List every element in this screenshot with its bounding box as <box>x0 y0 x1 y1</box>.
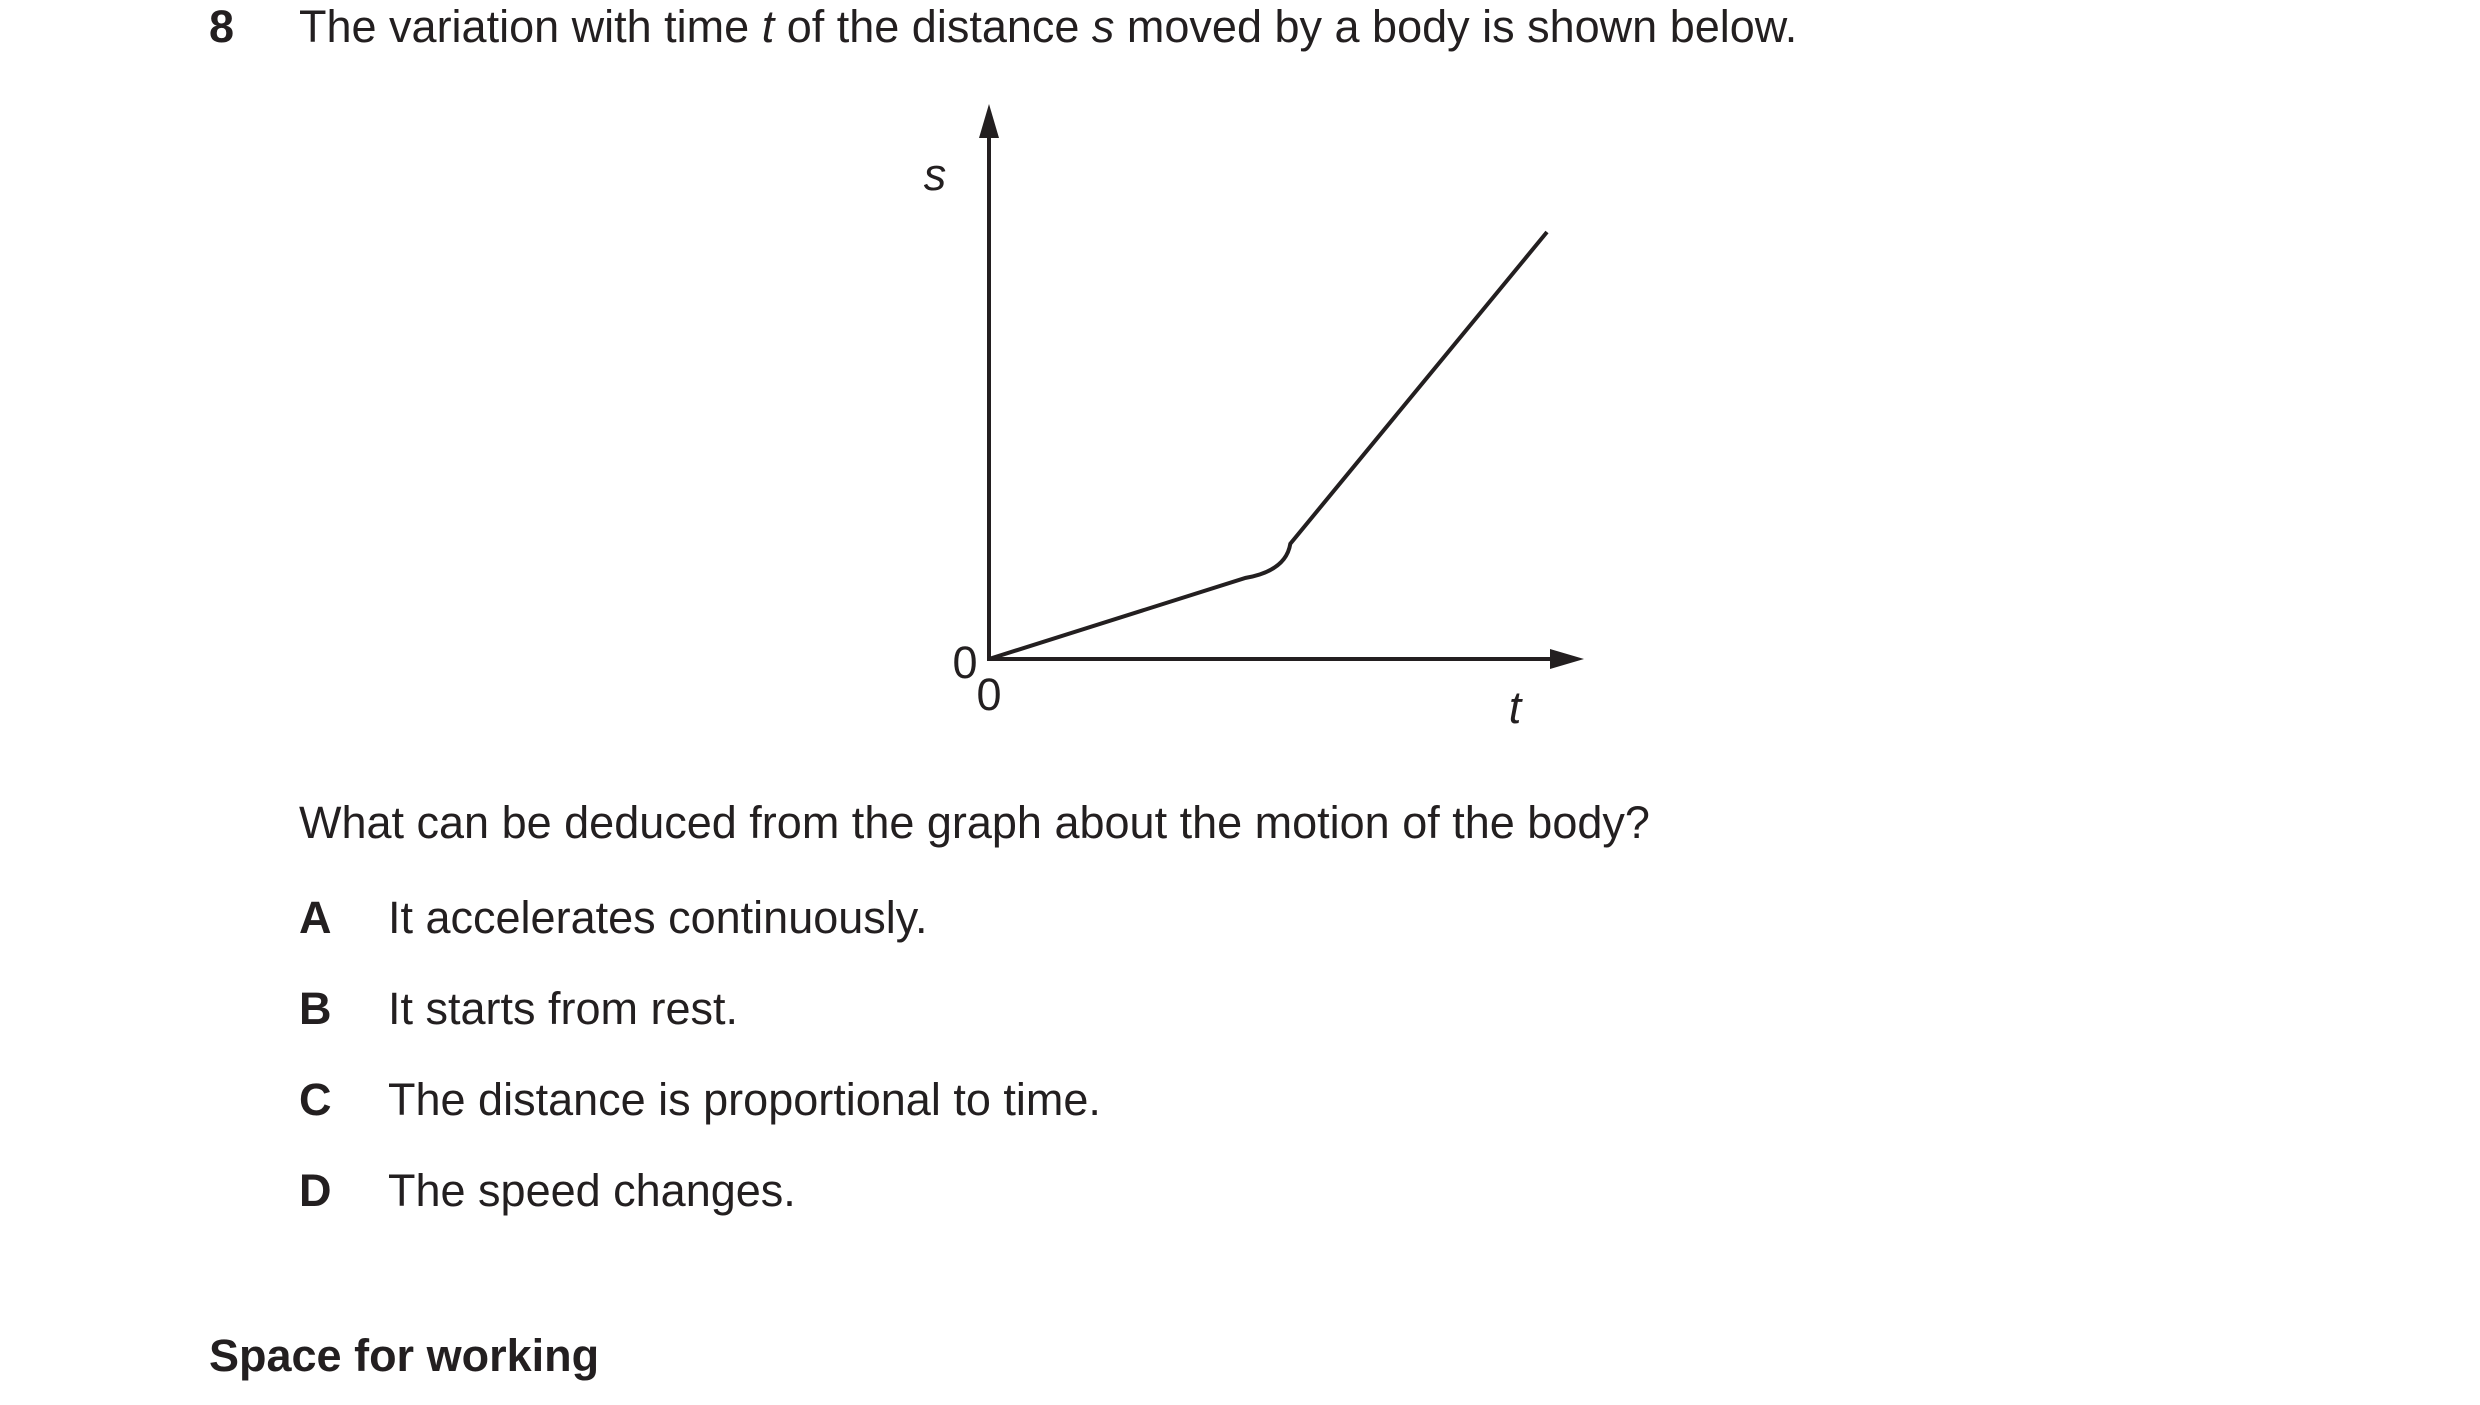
y-axis-arrowhead <box>979 104 999 138</box>
option-letter: B <box>299 983 332 1034</box>
y-origin-label: 0 <box>952 637 978 688</box>
option-text: It starts from rest. <box>388 983 739 1034</box>
stem-variable-t: t <box>761 1 775 52</box>
stem-text-3: moved by a body is shown below. <box>1114 1 1798 52</box>
option-letter: A <box>299 892 332 943</box>
option-text: The speed changes. <box>388 1165 796 1216</box>
option-text: It accelerates continuously. <box>388 892 928 943</box>
question-prompt: What can be deduced from the graph about the motion of the body? <box>299 797 1650 848</box>
stem-text-2: of the distance <box>774 1 1092 52</box>
stem-variable-s: s <box>1091 1 1115 52</box>
option-letter: D <box>299 1165 332 1216</box>
option-text: The distance is proportional to time. <box>388 1074 1101 1125</box>
y-axis-label: s <box>923 149 947 200</box>
x-axis-label: t <box>1508 682 1522 733</box>
working-space-label: Space for working <box>209 1330 600 1381</box>
question-number: 8 <box>209 1 235 52</box>
option-letter: C <box>299 1074 332 1125</box>
x-origin-label: 0 <box>976 669 1002 720</box>
x-axis-arrowhead <box>1550 649 1584 669</box>
stem-text-1: The variation with time <box>299 1 762 52</box>
distance-time-line <box>989 232 1547 659</box>
